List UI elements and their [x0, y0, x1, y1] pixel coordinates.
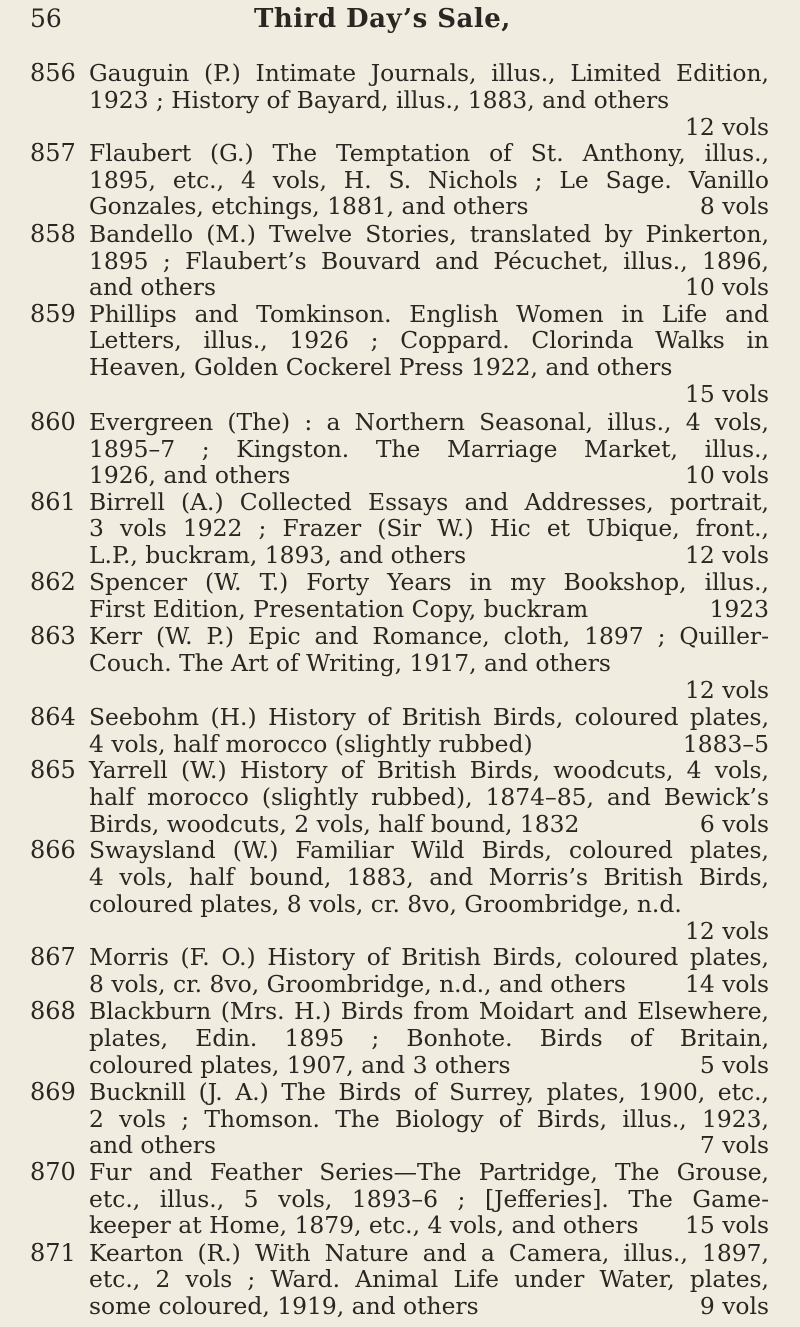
- lot-description: [89, 837, 769, 944]
- lot-quantity: 8 vols: [699, 192, 769, 221]
- lot-line: Kearton (R.) With Nature and a Camera, illus., 1897,: [89, 1238, 769, 1267]
- lot-line: [89, 971, 769, 998]
- lot-line: coloured plates, 8 vols, cr. 8vo, Groombridge, n.d.: [89, 889, 682, 918]
- lot-line: Spencer (W. T.) Forty Years in my Bookshop, illus.,: [89, 568, 769, 597]
- lot-number: 870: [30, 1157, 76, 1186]
- lot-line-text: First Edition, Presentation Copy, buckram: [89, 595, 589, 624]
- lot-number: 856: [30, 59, 76, 87]
- lot-line: [89, 1132, 769, 1159]
- lot-quantity: 10 vols: [685, 273, 769, 302]
- lot-line: [89, 542, 769, 569]
- lot-line: Letters, illus., 1926 ; Coppard. Clorinda Walks in: [89, 326, 769, 355]
- lot-quantity: 12 vols: [685, 541, 769, 570]
- lot-quantity: 1923: [709, 595, 769, 624]
- lot-line: [89, 1052, 769, 1079]
- lot-line: Morris (F. O.) History of British Birds, coloured plates,: [89, 943, 769, 972]
- lot-line: Bandello (M.) Twelve Stories, translated by Pinkerton,: [89, 219, 769, 248]
- lot-line: Fur and Feather Series—The Partridge, The Grouse,: [89, 1157, 769, 1186]
- lot-line: [89, 811, 769, 838]
- lot-quantity: 12 vols: [685, 112, 769, 141]
- lot-number: 859: [30, 299, 76, 328]
- lot-line: etc., 2 vols ; Ward. Animal Life under Water, plates,: [89, 1265, 769, 1294]
- lot-description: [89, 489, 769, 569]
- page-number: 56: [30, 4, 62, 33]
- lot-line: [89, 596, 769, 623]
- lot-description: [89, 569, 769, 623]
- lot-line-text: Birds, woodcuts, 2 vols, half bound, 1832: [89, 810, 580, 838]
- lot-line-text: and others: [89, 1131, 216, 1160]
- lot-line: 4 vols, half bound, 1883, and Morris’s British Birds,: [89, 863, 769, 892]
- lot-description: [89, 221, 769, 301]
- lot-line: Birrell (A.) Collected Essays and Addresses, portrait,: [89, 487, 769, 516]
- lot-line: Evergreen (The) : a Northern Seasonal, illus., 4 vols,: [89, 407, 769, 436]
- lot-line: Kerr (W. P.) Epic and Romance, cloth, 1897 ; Quiller-: [89, 622, 769, 651]
- lot-line: Gauguin (P.) Intimate Journals, illus., Limited Edition,: [89, 59, 769, 87]
- lot-line: half morocco (slightly rubbed), 1874–85, and Bewick’s: [89, 783, 769, 812]
- lot-line: Bucknill (J. A.) The Birds of Surrey, plates, 1900, etc.,: [89, 1077, 769, 1106]
- lot-line: [89, 1293, 769, 1320]
- lot-description: [89, 301, 769, 408]
- lot-number: 867: [30, 943, 76, 972]
- lot-line: 1895, etc., 4 vols, H. S. Nichols ; Le Sage. Vanillo: [89, 165, 769, 194]
- lot-line: plates, Edin. 1895 ; Bonhote. Birds of Britain,: [89, 1023, 769, 1052]
- lot-number: 866: [30, 836, 76, 865]
- lot-line: 1895 ; Flaubert’s Bouvard and Pécuchet, illus., 1896,: [89, 246, 769, 275]
- lot-line-text: 4 vols, half morocco (slightly rubbed): [89, 729, 533, 758]
- lot-description: [89, 1079, 769, 1159]
- lot-line: Swaysland (W.) Familiar Wild Birds, coloured plates,: [89, 836, 769, 865]
- page-header: [0, 4, 800, 44]
- lot-line: [89, 731, 769, 758]
- lot-line-text: coloured plates, 1907, and 3 others: [89, 1050, 511, 1079]
- lot-quantity: 6 vols: [699, 810, 769, 838]
- lot-quantity: 15 vols: [685, 1211, 769, 1240]
- lot-line-text: Gonzales, etchings, 1881, and others: [89, 192, 529, 221]
- lot-line: etc., illus., 5 vols, 1893–6 ; [Jefferies]. The Game-: [89, 1184, 769, 1213]
- lot-line: Couch. The Art of Writing, 1917, and others: [89, 648, 611, 677]
- lot-line-text: and others: [89, 273, 216, 302]
- lot-description: [89, 140, 769, 220]
- lot-number: 862: [30, 568, 76, 597]
- lot-quantity: 12 vols: [685, 675, 769, 704]
- lot-quantity: 12 vols: [685, 916, 769, 945]
- lot-line: [89, 274, 769, 301]
- lot-line: 2 vols ; Thomson. The Biology of Birds, illus., 1923,: [89, 1104, 769, 1133]
- lot-number: 858: [30, 219, 76, 248]
- lot-line-text: keeper at Home, 1879, etc., 4 vols, and others: [89, 1211, 639, 1240]
- lot-line-text: 1926, and others: [89, 461, 291, 490]
- lot-number: 863: [30, 622, 76, 651]
- lot-line-text: 8 vols, cr. 8vo, Groombridge, n.d., and others: [89, 970, 626, 999]
- lot-description: [89, 623, 769, 703]
- lot-number: 857: [30, 138, 76, 167]
- lot-number: 865: [30, 756, 76, 785]
- lot-description: [89, 409, 769, 489]
- lot-description: [89, 757, 769, 837]
- lot-quantity: 9 vols: [699, 1292, 769, 1321]
- lot-description: [89, 998, 769, 1078]
- lot-line: 1895–7 ; Kingston. The Marriage Market, illus.,: [89, 434, 769, 463]
- lot-quantity: 15 vols: [685, 379, 769, 408]
- running-head: Third Day’s Sale,: [254, 4, 511, 34]
- lot-quantity: 5 vols: [699, 1050, 769, 1079]
- lot-description: [89, 1240, 769, 1320]
- lot-number: 860: [30, 407, 76, 436]
- lot-line: Seebohm (H.) History of British Birds, coloured plates,: [89, 702, 769, 731]
- lot-quantity: 10 vols: [685, 461, 769, 490]
- lot-line: 1923 ; History of Bayard, illus., 1883, and others: [89, 85, 670, 114]
- lot-line: Flaubert (G.) The Temptation of St. Anthony, illus.,: [89, 138, 769, 167]
- lot-line: [89, 1212, 769, 1239]
- lot-line: Yarrell (W.) History of British Birds, woodcuts, 4 vols,: [89, 756, 769, 785]
- lot-line: Blackburn (Mrs. H.) Birds from Moidart and Elsewhere,: [89, 997, 769, 1026]
- lot-quantity: 14 vols: [685, 970, 769, 999]
- lot-number: 861: [30, 487, 76, 516]
- lot-description: [89, 1159, 769, 1239]
- lot-quantity: 1883–5: [682, 729, 769, 758]
- lot-line: Phillips and Tomkinson. English Women in Life and: [89, 299, 769, 328]
- lot-description: [89, 944, 769, 998]
- lot-number: 864: [30, 702, 76, 731]
- lot-quantity: 7 vols: [699, 1131, 769, 1160]
- lot-line: [89, 193, 769, 220]
- lot-number: 871: [30, 1238, 76, 1267]
- lot-line: Heaven, Golden Cockerel Press 1922, and others: [89, 353, 673, 382]
- lot-line-text: L.P., buckram, 1893, and others: [89, 541, 467, 570]
- lot-number: 868: [30, 997, 76, 1026]
- lot-description: [89, 704, 769, 758]
- lot-line: [89, 462, 769, 489]
- lot-line-text: some coloured, 1919, and others: [89, 1292, 479, 1321]
- lot-line: 3 vols 1922 ; Frazer (Sir W.) Hic et Ubique, front.,: [89, 514, 769, 543]
- lot-number: 869: [30, 1077, 76, 1106]
- lot-description: [89, 60, 769, 140]
